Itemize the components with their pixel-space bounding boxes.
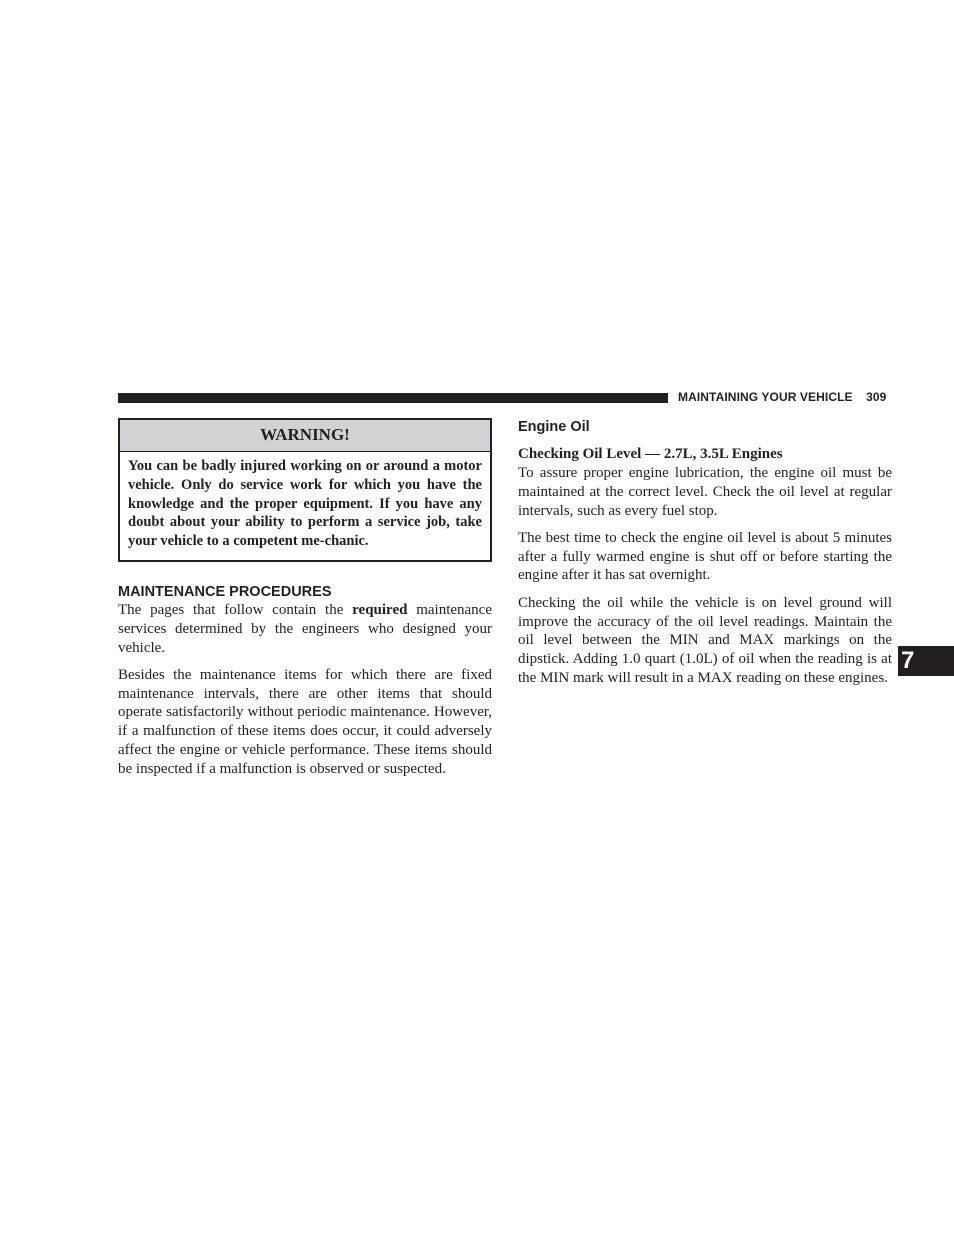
maintenance-procedures-heading: MAINTENANCE PROCEDURES [118,583,332,600]
p1-text-b: maintenance services determined by the engineers who designed your vehicle. [118,601,493,656]
chapter-tab: 7 [898,646,954,676]
engine-oil-paragraph-2: The best time to check the engine oil level is about 5 minutes after a fully warmed engine is shut off or before starting the engine after it has sat overnight. [518,529,892,584]
maintenance-paragraph-1 [118,601,492,657]
p1-required-bold: required [352,601,408,618]
header-rule [118,393,668,403]
section-title: MAINTAINING YOUR VEHICLE [678,390,853,404]
right-column [518,418,892,688]
warning-box [118,418,492,562]
warning-title: WARNING! [120,420,490,452]
page-number: 309 [866,390,887,404]
warning-text: You can be badly injured working on or around a motor vehicle. Only do service work for which you have the knowledge and the proper equipment. If you have any doubt about your ability to perform a service job, take your vehicle to a competent me-chanic. [128,458,482,550]
left-column [118,418,492,779]
p1-text-a: The pages that follow contain the [118,601,353,618]
engine-oil-heading: Engine Oil [518,419,590,435]
running-header [678,390,892,404]
engine-oil-paragraph-1: To assure proper engine lubrication, the engine oil must be maintained at the correct level. Check the oil level at regular intervals, such as every fuel stop. [518,465,892,519]
engine-oil-paragraph-3: Checking the oil while the vehicle is on level ground will improve the accuracy of the oil level readings. Maintain the oil level between the MIN and MAX markings on the dipstick. Adding 1.0 quart (1.0L) of oil when the reading is at the MIN mark will result in a MAX reading on these engines. [518,594,892,686]
maintenance-paragraph-2: Besides the maintenance items for which there are fixed maintenance intervals, there are other items that should operate satisfactorily without periodic maintenance. However, if a malfunction of these items does occur, it could adversely affect the engine or vehicle performance. These items should be inspected if a malfunction is observed or suspected. [118,666,492,777]
checking-oil-level-subheading: Checking Oil Level — 2.7L, 3.5L Engines [518,446,783,462]
